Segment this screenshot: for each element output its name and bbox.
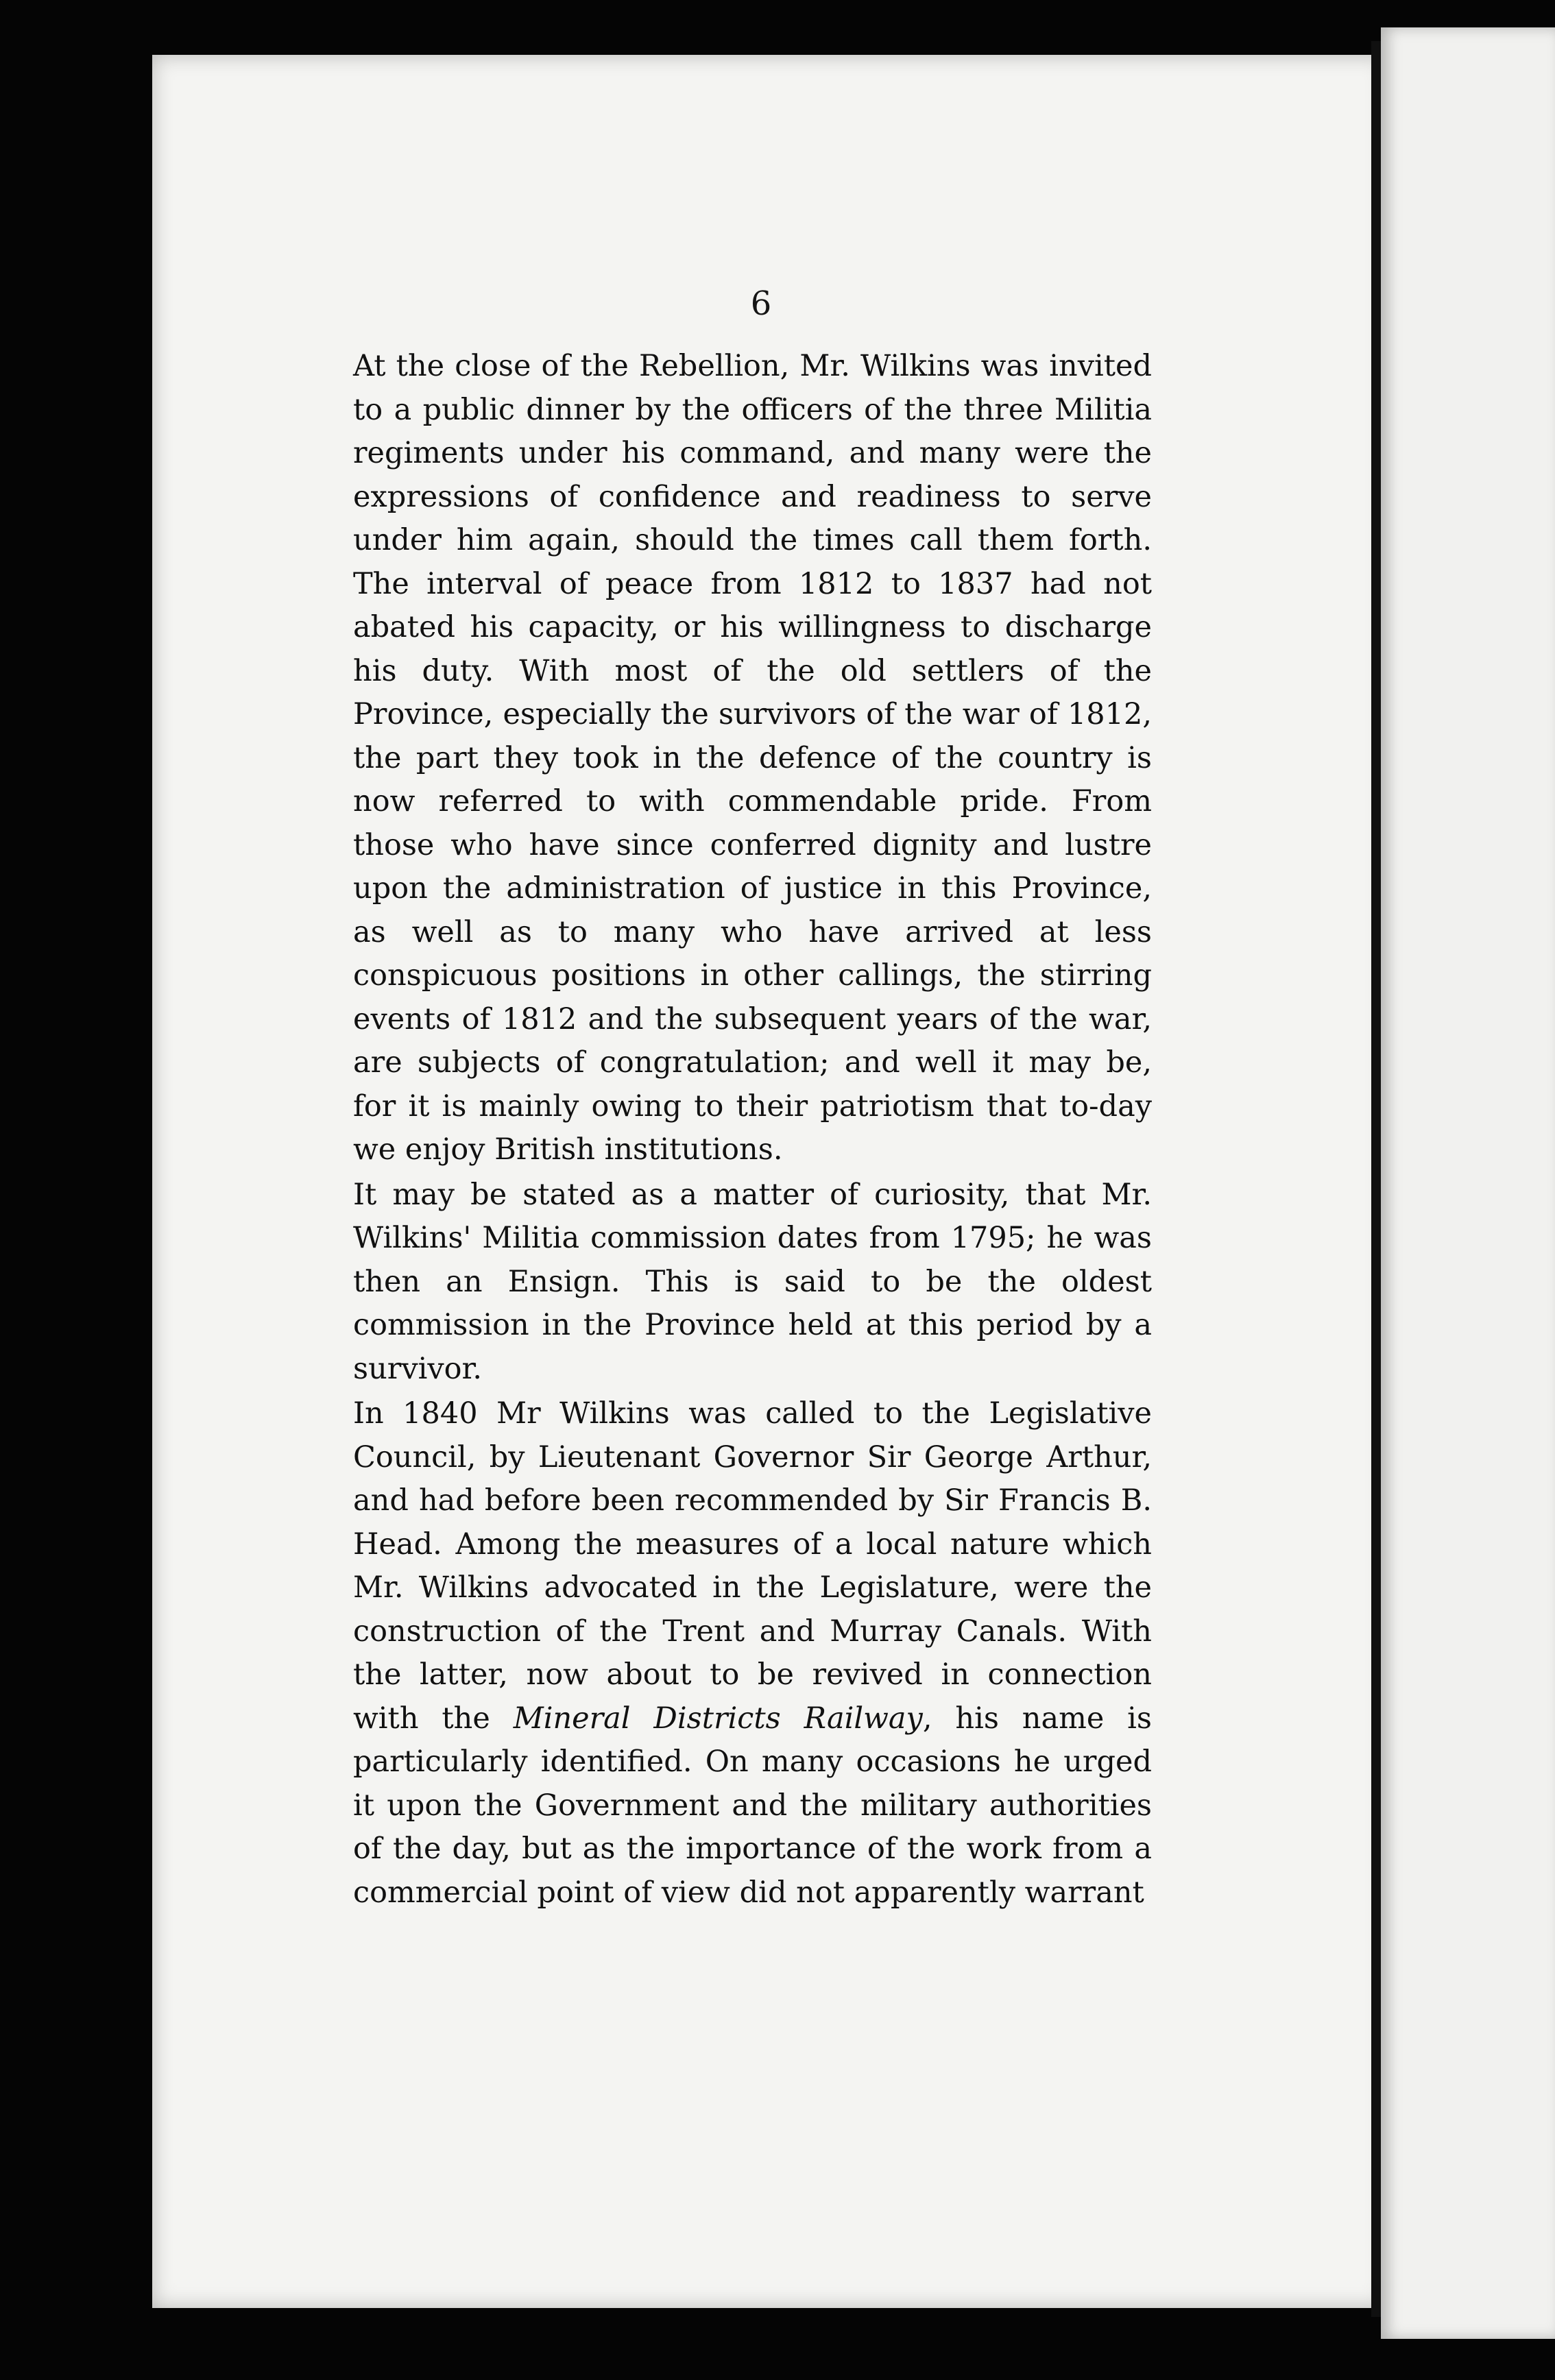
railway-name: Mineral Districts Railway — [513, 1701, 923, 1736]
page-number: 6 — [750, 284, 772, 323]
paragraph-3-start: In 1840 Mr Wilkins was called to the Legislative Council, by Lieutenant Governor Sir George Arthur, and had before been recommended by Sir Francis B. Head. Among the measures of a local nature which Mr. Wilkins advocated in the Legislature, were the construction of the Trent and Murray Canals. With the latter, now about to be revived in connection with the — [353, 1396, 1152, 1736]
paragraph-3 — [353, 1392, 1152, 1915]
paragraph-1: At the close of the Rebellion, Mr. Wilkins was invited to a public dinner by the officers of the three Militia regiments under his command, and many were the expressions of confidence and readiness to serve under him again, should the times call them forth. The interval of peace from 1812 to 1837 had not abated his capacity, or his willingness to discharge his duty. With most of the old settlers of the Province, especially the survivors of the war of 1812, the part they took in the defence of the country is now referred to with commendable pride. From those who have since conferred dignity and lustre upon the administration of justice in this Province, as well as to many who have arrived at less conspicuous positions in other callings, the stirring events of 1812 and the subsequent years of the war, are subjects of congratulation; and well it may be, for it is mainly owing to their patriotism that to-day we enjoy British institutions. — [353, 349, 1152, 1167]
body-text — [353, 345, 1152, 1915]
page-gutter — [1371, 41, 1381, 2317]
paragraph-3-end: , his name is particularly identified. On many occasions he urged it upon the Government and the military authorities of the day, but as the importance of the work from a commercial point of view did not apparently warrant — [353, 1701, 1152, 1910]
right-page-edge — [1381, 27, 1555, 2339]
paragraph-2: It may be stated as a matter of curiosity, that Mr. Wilkins' Militia commission dates from 1795; he was then an Ensign. This is said to be the oldest commission in the Province held at this period by a survivor. — [353, 1177, 1152, 1386]
